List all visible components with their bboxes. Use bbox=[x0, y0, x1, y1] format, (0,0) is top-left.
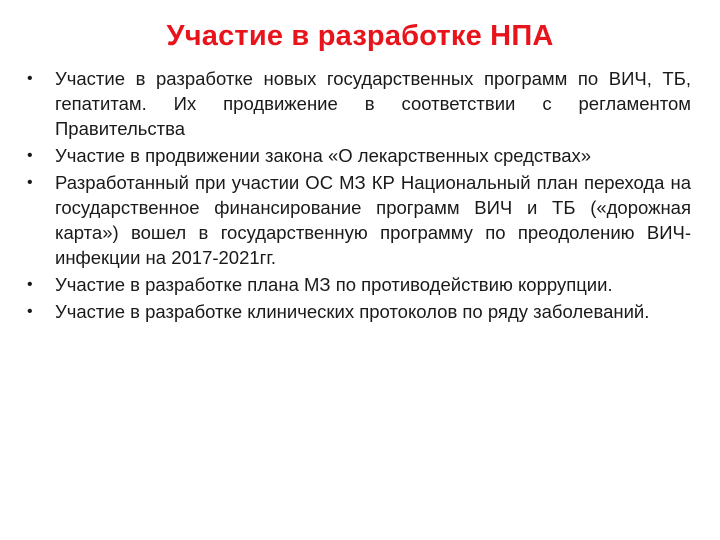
bullet-dot-icon: • bbox=[27, 147, 33, 164]
bullet-dot-icon: • bbox=[27, 70, 33, 87]
bullet-text: Участие в разработке новых государственных программ по ВИЧ, ТБ, гепатитам. Их продвижение в соответствии с регламентом Правительства bbox=[55, 68, 691, 139]
bullet-item-5 bbox=[27, 299, 691, 324]
bullet-dot-icon: • bbox=[27, 276, 33, 293]
bullet-text: Разработанный при участии ОС МЗ КР Национальный план перехода на государственное финансирование программ ВИЧ и ТБ («дорожная карта») вошел в государственную программу по преодолению ВИЧ-инфекции на 2017-2021гг. bbox=[55, 172, 691, 268]
bullet-item-3 bbox=[27, 170, 691, 270]
bullet-text: Участие в разработке плана МЗ по противодействию коррупции. bbox=[55, 274, 613, 295]
bullet-item-4 bbox=[27, 272, 691, 297]
bullet-dot-icon: • bbox=[27, 303, 33, 320]
bullet-list bbox=[27, 66, 691, 324]
bullet-item-1 bbox=[27, 66, 691, 141]
slide-title: Участие в разработке НПА bbox=[166, 20, 554, 52]
bullet-dot-icon: • bbox=[27, 174, 33, 191]
bullet-item-2 bbox=[27, 143, 691, 168]
bullet-text: Участие в разработке клинических протоколов по ряду заболеваний. bbox=[55, 301, 650, 322]
bullet-text: Участие в продвижении закона «О лекарственных средствах» bbox=[55, 145, 592, 166]
